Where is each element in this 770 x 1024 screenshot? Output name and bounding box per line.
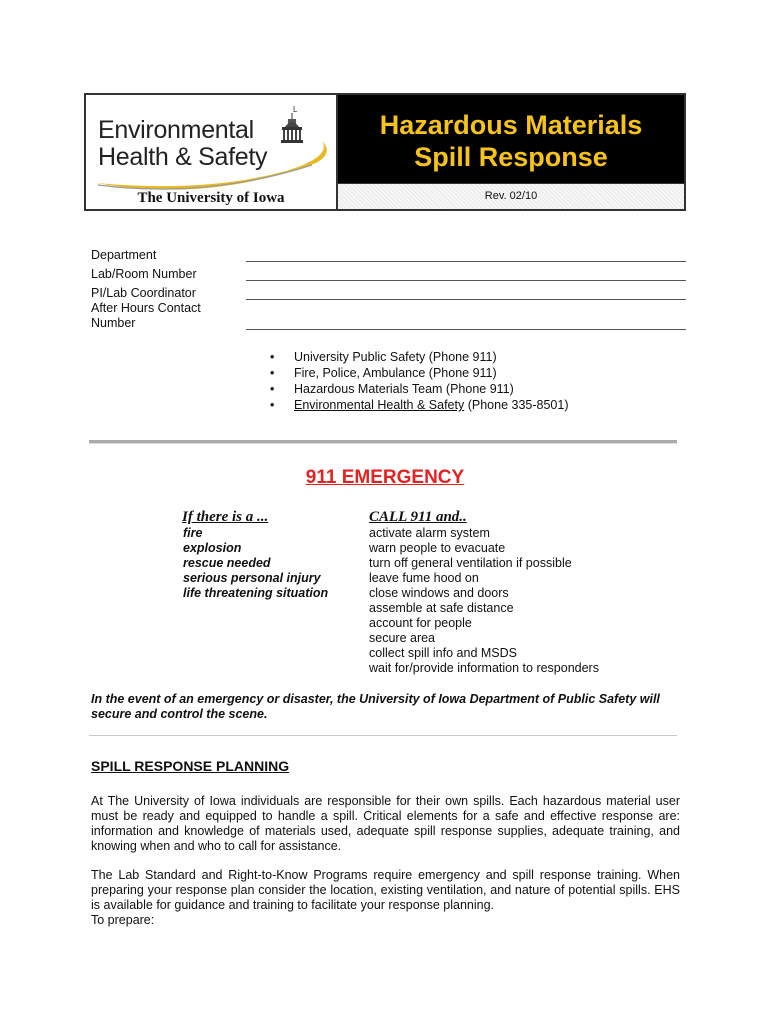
field-line-lab-room[interactable] <box>246 280 686 281</box>
planning-paragraph-3: To prepare: <box>91 913 155 927</box>
list-item: account for people <box>369 616 472 630</box>
ehs-logo-block <box>86 95 338 209</box>
planning-paragraph-2: The Lab Standard and Right-to-Know Programs require emergency and spill response training. When preparing your response plan consider the location, existing ventilation, and nature of potential spills. EHS is available for guidance and training to facilitate your response planning. <box>91 868 680 912</box>
action-list <box>369 526 599 676</box>
capitol-icon <box>281 113 303 143</box>
situation-list <box>183 526 328 601</box>
planning-paragraph-1: At The University of Iowa individuals are responsible for their own spills. Each hazardous material user must be ready and equipped to handle a spill. Critical elements for a safe and effective response are: information and knowledge of materials used, adequate spill response supplies, adequate training, and knowing when and who to call for assistance. <box>91 794 680 853</box>
revision-cell <box>338 183 684 209</box>
field-label-pi-coordinator: PI/Lab Coordinator <box>91 286 196 300</box>
list-item <box>270 397 568 413</box>
public-safety-note <box>91 692 681 722</box>
field-line-department[interactable] <box>246 261 686 262</box>
list-item: life threatening situation <box>183 586 329 600</box>
document-header <box>84 93 686 211</box>
list-item: fire <box>183 526 203 540</box>
section-divider <box>89 440 677 444</box>
ehs-link[interactable]: Environmental Health & Safety <box>294 398 465 412</box>
field-label-lab-room: Lab/Room Number <box>91 267 197 281</box>
logo-line-2: Health & Safety <box>98 143 268 171</box>
note-line-2: secure and control the scene. <box>91 707 268 721</box>
logo-line-1: Environmental <box>98 116 254 144</box>
title-line-2: Spill Response <box>414 142 608 172</box>
field-line-pi-coordinator[interactable] <box>246 299 686 300</box>
list-item: wait for/provide information to responders <box>369 661 599 675</box>
field-label-after-hours: After Hours Contact <box>91 301 201 315</box>
action-column-header: CALL 911 and.. <box>369 509 467 525</box>
list-item <box>270 349 568 365</box>
document-title <box>338 95 684 173</box>
list-item <box>270 365 568 381</box>
list-item: secure area <box>369 631 436 645</box>
list-item: turn off general ventilation if possible <box>369 556 572 570</box>
list-item: close windows and doors <box>369 586 509 600</box>
list-item: assemble at safe distance <box>369 601 514 615</box>
list-item: leave fume hood on <box>369 571 479 585</box>
list-item: collect spill info and MSDS <box>369 646 517 660</box>
note-line-1: In the event of an emergency or disaster, the University of Iowa Department of Public Safety will <box>91 692 660 706</box>
title-banner <box>338 95 684 183</box>
contact-text: University Public Safety (Phone 911) <box>294 350 497 364</box>
list-item: warn people to evacuate <box>369 541 506 555</box>
revision-label: Rev. 02/10 <box>484 190 538 202</box>
contact-text: Hazardous Materials Team (Phone 911) <box>294 382 514 396</box>
section-divider <box>89 735 677 736</box>
list-item: serious personal injury <box>183 571 321 585</box>
emergency-contact-list <box>270 349 568 413</box>
field-label-department: Department <box>91 248 157 262</box>
planning-heading: SPILL RESPONSE PLANNING <box>91 758 290 774</box>
list-item <box>270 381 568 397</box>
logo-wordmark <box>98 117 267 171</box>
svg-text:L: L <box>293 105 298 114</box>
contact-text: (Phone 335-8501) <box>464 398 569 412</box>
title-line-1: Hazardous Materials <box>379 110 643 140</box>
field-line-after-hours-number[interactable] <box>246 329 686 330</box>
list-item: rescue needed <box>183 556 271 570</box>
list-item: explosion <box>183 541 242 555</box>
contact-text: Fire, Police, Ambulance (Phone 911) <box>294 366 497 380</box>
situation-column-header: If there is a ... <box>182 509 269 525</box>
emergency-heading: 911 EMERGENCY <box>305 467 465 488</box>
field-label-number: Number <box>91 316 136 330</box>
university-name: The University of Iowa <box>137 190 285 206</box>
list-item: activate alarm system <box>369 526 490 540</box>
